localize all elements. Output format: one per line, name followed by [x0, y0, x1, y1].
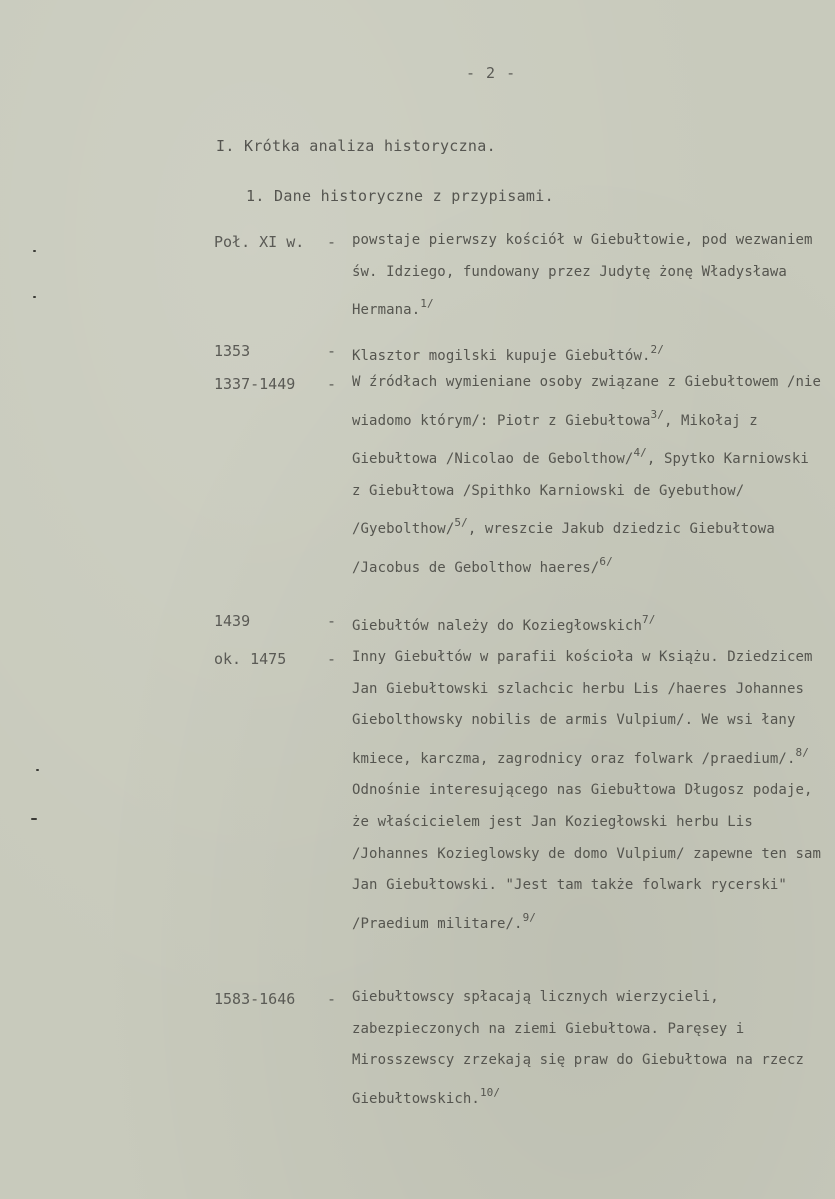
margin-speck: [33, 250, 36, 252]
entry-text: [352, 367, 822, 585]
entry-body: Giebułtowscy spłacają licznych wierzycieli, zabezpieczonych na ziemi Giebułtowa. Paręsey i Mirosszewscy zrzekają się praw do Giebułtowa na rzecz Giebułtowskich.: [352, 989, 805, 1107]
entry-text: [352, 604, 822, 643]
footnote-ref: 8/: [795, 745, 809, 759]
entry-body: W źródłach wymieniane osoby związane z Giebułtowem /nie wiadomo którym/: Piotr z Giebułtowa: [352, 374, 822, 429]
entry-dash: -: [327, 990, 337, 1008]
footnote-ref: 3/: [650, 407, 664, 421]
entry-date: Poł. XI w.: [214, 233, 305, 251]
entry-date: ok. 1475: [214, 650, 287, 668]
footnote-ref: 7/: [641, 613, 656, 626]
entry-body: Giebułtów należy do Koziegłowskich: [352, 618, 642, 634]
entry-body: powstaje pierwszy kościół w Giebułtowie, pod wezwaniem św. Idziego, fundowany przez Judytę żonę Władysława Hermana.: [352, 232, 813, 319]
entry-dash: -: [327, 612, 337, 630]
entry-body: Klasztor mogilski kupuje Giebułtów.: [352, 348, 651, 364]
entry-date: 1583-1646: [214, 990, 296, 1008]
entry-dash: -: [327, 650, 337, 668]
footnote-ref: 10/: [479, 1085, 501, 1099]
subsection-heading: 1. Dane historyczne z przypisami.: [246, 187, 554, 205]
footnote-ref: 1/: [420, 297, 434, 311]
margin-speck: [31, 818, 37, 820]
entry-body: Inny Giebułtów w parafii kościoła w Książu. Dziedzicem Jan Giebułtowski szlachcic herbu Lis /haeres Johannes Giebolthowsky nobilis de armis Vulpium/. We wsi łany kmiece, karczma, zagrodnicy oraz folwark /praedium/.: [352, 649, 813, 767]
entry-body: , Spytko Karniowski z Giebułtowa /Spithko Karniowski de Gyebuthow/ /Gyebolthow/: [352, 451, 809, 538]
entry-date: 1439: [214, 612, 251, 630]
section-heading: I. Krótka analiza historyczna.: [216, 137, 496, 155]
footnote-ref: 4/: [633, 446, 647, 460]
margin-speck: [36, 769, 39, 771]
entry-text: [352, 642, 822, 940]
entry-date: 1337-1449: [214, 375, 296, 393]
footnote-ref: 2/: [650, 343, 664, 356]
footnote-ref: 5/: [454, 516, 468, 530]
margin-speck: [33, 296, 36, 298]
entry-date: 1353: [214, 342, 251, 360]
entry-body: Odnośnie interesującego nas Giebułtowa Długosz podaje, że właścicielem jest Jan Koziegłowski herbu Lis /Johannes Kozieglowsky de domo Vulpium/ zapewne ten sam Jan Giebułtowski. "Jest tam także folwark rycerski" /Praedium militare/.: [352, 782, 822, 932]
footnote-ref: 6/: [599, 554, 613, 568]
entry-dash: -: [327, 342, 337, 360]
page-number: - 2 -: [466, 64, 517, 82]
entry-dash: -: [327, 375, 337, 393]
entry-body: , wreszcie Jakub dziedzic Giebułtowa /Jacobus de Gebolthow haeres/: [352, 521, 775, 576]
entry-text: [352, 225, 822, 327]
footnote-ref: 9/: [522, 910, 537, 924]
entry-text: [352, 982, 822, 1115]
entry-dash: -: [327, 233, 337, 251]
entry-body: , Mikołaj z Giebułtowa /Nicolao de Gebolthow/: [352, 412, 758, 468]
